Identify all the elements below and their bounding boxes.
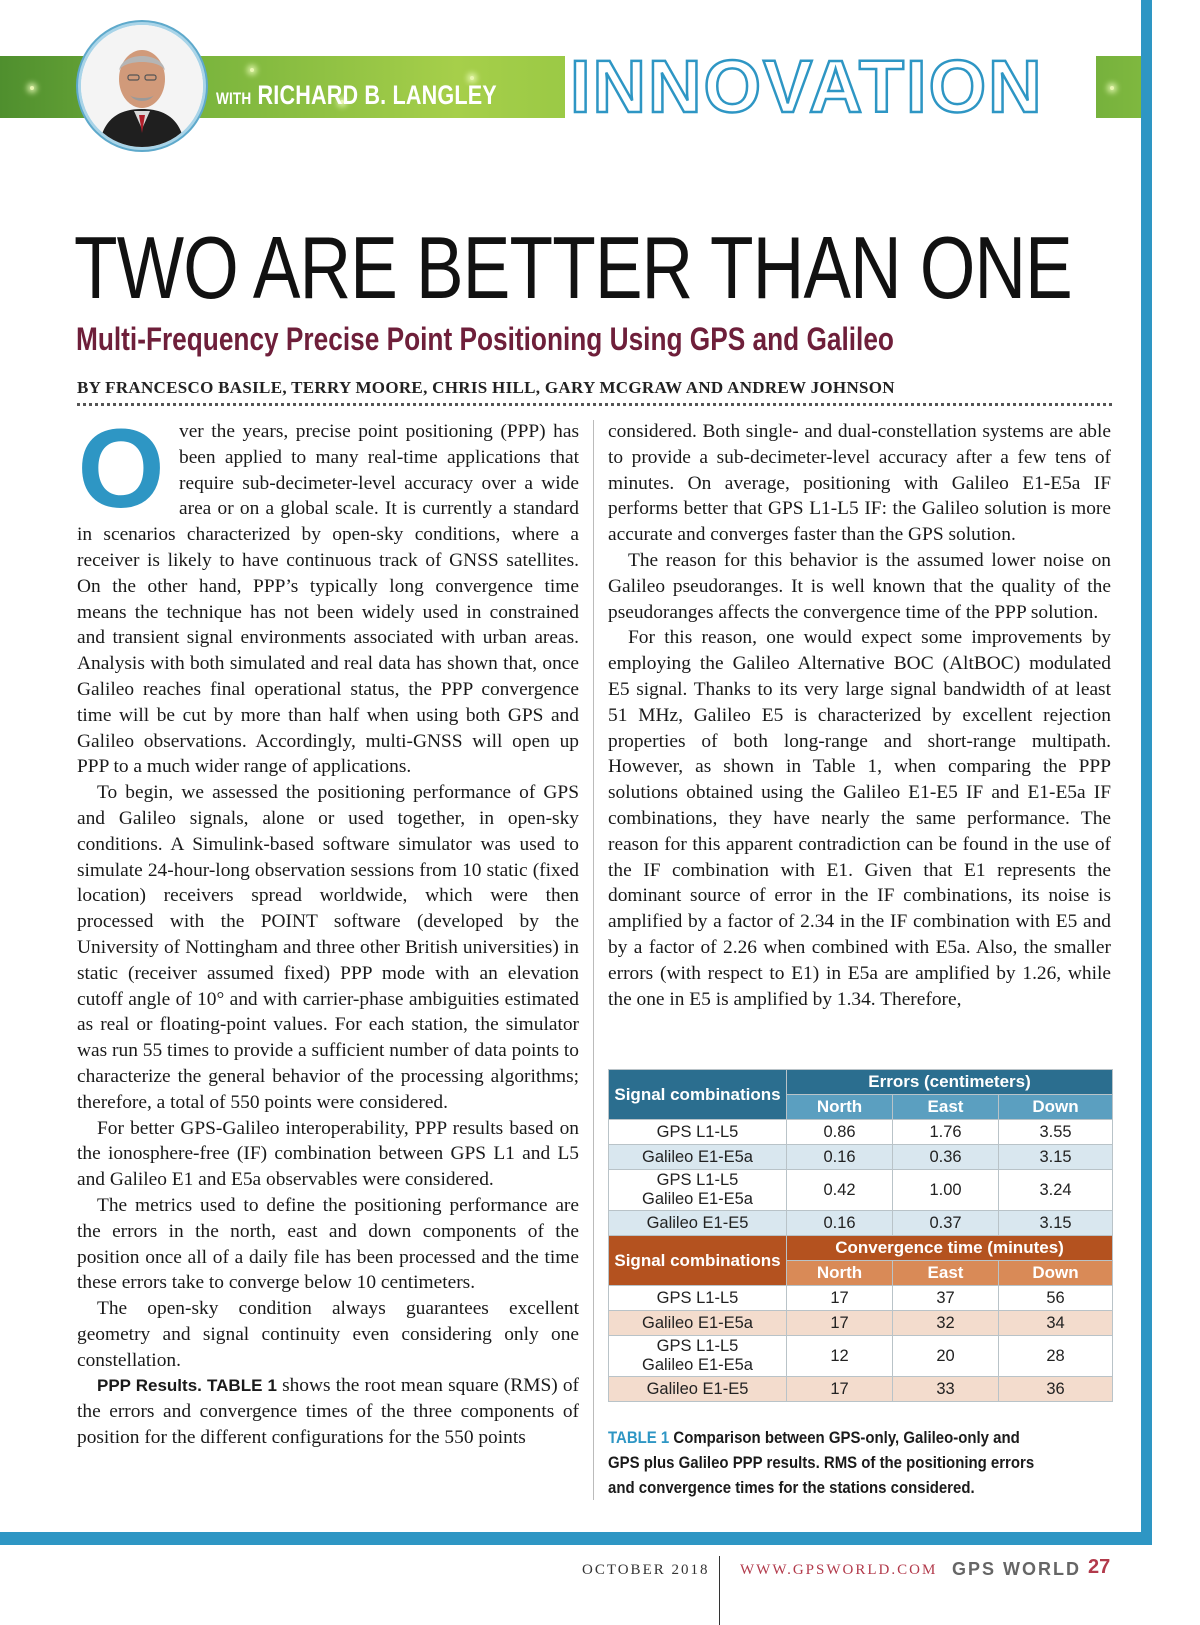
table-cell: 0.37 [893,1211,999,1236]
row-header-signal-combinations: Signal combinations [609,1236,787,1286]
convergence-group-header: Convergence time (minutes) [787,1236,1113,1261]
col-header-east: East [893,1261,999,1286]
row-header-signal-combinations: Signal combinations [609,1070,787,1120]
signal-line-1: GPS L1-L5 [656,1337,739,1355]
columnist-portrait-icon [81,25,203,147]
footer-page-number: 27 [1088,1556,1111,1578]
table-cell: 34 [999,1311,1113,1336]
table-row [609,1311,1113,1336]
table-row [609,1170,1113,1211]
table-cell-signal: Galileo E1-E5 [609,1377,787,1402]
table-cell: 33 [893,1377,999,1402]
table-cell: 36 [999,1377,1113,1402]
table-cell: 32 [893,1311,999,1336]
dropcap-glyph: O [77,427,165,515]
signal-line-1: GPS L1-L5 [656,1171,739,1189]
table-cell-signal: Galileo E1-E5a [609,1145,787,1170]
col-header-north: North [787,1095,893,1120]
results-table [608,1069,1113,1402]
table-cell: 56 [999,1286,1113,1311]
caption-label: TABLE 1 [608,1428,670,1447]
table-row [609,1377,1113,1402]
table-cell: 17 [787,1311,893,1336]
article-title: TWO ARE BETTER THAN ONE [74,218,1072,317]
table-cell: 0.16 [787,1145,893,1170]
article-column-left [77,419,579,1451]
paragraph: The reason for this behavior is the assumed lower noise on Galileo pseudoranges. It is well known that the quality of the pseudoranges affects the convergence time of the PPP solution. [608,549,1111,623]
paragraph: ver the years, precise point positioning (PPP) has been applied to many real-time applications that require sub-decimeter-level accuracy over a wide area or on a global scale. It is currently a standard in scenarios characterized by open-sky conditions, where a receiver is likely to have continuous track of GNSS satellites. On the other hand, PPP’s typically long convergence time means the technique has not been widely used in constrained and transient signal environments associated with urban areas. Analysis with both simulated and real data has shown that, once Galileo reaches final operational status, the PPP convergence time will be cut by more than half when using both GPS and Galileo observations. Accordingly, multi-GNSS will open up PPP to a much wider range of applications. [77,421,579,778]
table-cell: 0.36 [893,1145,999,1170]
table-cell: 1.76 [893,1120,999,1145]
table-row [609,1145,1113,1170]
table-cell: 17 [787,1286,893,1311]
table-cell: 0.86 [787,1120,893,1145]
paragraph-results [77,1373,579,1450]
table-row [609,1211,1113,1236]
table-cell-signal [609,1336,787,1377]
table-cell: 3.24 [999,1170,1113,1211]
article-column-right [608,419,1111,1012]
results-runin-heading: PPP Results. [97,1376,202,1396]
table-cell: 37 [893,1286,999,1311]
footer-magazine-name: GPS WORLD [952,1559,1081,1579]
columnist-avatar [78,22,206,150]
paragraph: To begin, we assessed the positioning performance of GPS and Galileo signals, alone or used together, in open-sky conditions. A Simulink-based software simulator was used to simulate 24-hour-long observation sessions from 10 static (fixed location) receivers spread worldwide, which were then processed with the POINT software (developed by the University of Nottingham and three other British universities) in static (receiver assumed fixed) PPP mode with an elevation cutoff angle of 10° and with carrier-phase ambiguities estimated as real or floating-point values. For each station, the simulator was run 55 times to provide a sufficient number of data points to characterize the general behavior of the processing algorithms; therefore, a total of 550 points were considered. [77,782,579,1113]
table-cell: 12 [787,1336,893,1377]
table-cell-signal: Galileo E1-E5a [609,1311,787,1336]
byline-divider [77,403,1112,406]
article-byline: BY FRANCESCO BASILE, TERRY MOORE, CHRIS HILL, GARY MCGRAW AND ANDREW JOHNSON [77,378,895,397]
table-row [609,1336,1113,1377]
article-subtitle: Multi-Frequency Precise Point Positioning Using GPS and Galileo [76,321,894,357]
table-cell-signal [609,1170,787,1211]
paragraph: For better GPS-Galileo interoperability, PPP results based on the ionosphere-free (IF) combination between GPS L1 and L5 and Galileo E1 and E5a observables were considered. [77,1117,579,1191]
table-header-row [609,1236,1113,1261]
results-table-ref: TABLE 1 [207,1376,277,1396]
paragraph: The metrics used to define the positioning performance are the errors in the north, east and down components of the position once all of a daily file has been processed and the time these errors take to converge below 10 centimeters. [77,1194,579,1294]
paragraph: For this reason, one would expect some improvements by employing the Galileo Alternative BOC (AltBOC) modulated E5 signal. Thanks to its very large signal bandwidth of at least 51 MHz, Galileo E5 is characterized by excellent rejection properties of both long-range and short-range multipath. However, as shown in Table 1, when comparing the PPP solutions obtained using the Galileo E1-E5 IF and E1-E5a IF combinations, they have nearly the same performance. The reason for this apparent contradiction can be found in the use of the IF combination with E1. Given that E1 represents the dominant source of error in the IF combinations, its noise is amplified by a factor of 2.34 in the IF combination with E5 and by a factor of 2.26 when combined with E5a. Also, the smaller errors (with respect to E1) in E5a are amplified by 1.26, while the one in E5 is amplified by 1.34. Therefore, [608,627,1111,1010]
footer-url-link[interactable]: WWW.GPSWORLD.COM [740,1562,938,1578]
col-header-north: North [787,1261,893,1286]
table-row [609,1286,1113,1311]
table-caption [608,1425,1048,1500]
table-header-row [609,1070,1113,1095]
errors-group-header: Errors (centimeters) [787,1070,1113,1095]
table-cell: 3.15 [999,1145,1113,1170]
table-cell-signal: GPS L1-L5 [609,1286,787,1311]
table-cell: 3.55 [999,1120,1113,1145]
table-cell-signal: Galileo E1-E5 [609,1211,787,1236]
col-header-east: East [893,1095,999,1120]
paragraph: The open-sky condition always guarantees excellent geometry and signal continuity even considering only one constellation. [77,1298,579,1371]
footer-separator [719,1556,720,1625]
table-cell: 20 [893,1336,999,1377]
signal-line-2: Galileo E1-E5a [642,1190,753,1208]
dropcap-letter [77,427,165,515]
table-cell-signal: GPS L1-L5 [609,1120,787,1145]
col-header-down: Down [999,1095,1113,1120]
caption-text: Comparison between GPS-only, Galileo-only and GPS plus Galileo PPP results. RMS of the positioning errors and convergence times for the stations considered. [608,1428,1035,1497]
right-border-bar [1141,0,1152,1545]
table-cell: 0.42 [787,1170,893,1211]
table-cell: 28 [999,1336,1113,1377]
results-text: shows the root mean square (RMS) of the errors and convergence times of the three components of position for the different configurations for the 550 points [77,1375,580,1449]
table-cell: 3.15 [999,1211,1113,1236]
table-cell: 0.16 [787,1211,893,1236]
columnist-label [216,80,497,111]
paragraph: considered. Both single- and dual-constellation systems are able to provide a sub-decimeter-level accuracy after a few tens of minutes. On average, positioning with Galileo E1-E5a IF performs better that GPS L1-L5 IF: the Galileo solution is more accurate and converges faster than the GPS solution. [608,421,1111,546]
table-row [609,1120,1113,1145]
col-header-down: Down [999,1261,1113,1286]
bottom-border-rule [0,1532,1152,1545]
column-divider [593,420,594,1500]
columnist-name: RICHARD B. LANGLEY [257,80,497,110]
table-cell: 1.00 [893,1170,999,1211]
table-cell: 17 [787,1377,893,1402]
footer-date: OCTOBER 2018 [582,1562,710,1578]
section-title: INNOVATION [570,45,1044,128]
signal-line-2: Galileo E1-E5a [642,1356,753,1374]
columnist-prefix: WITH [216,89,252,108]
